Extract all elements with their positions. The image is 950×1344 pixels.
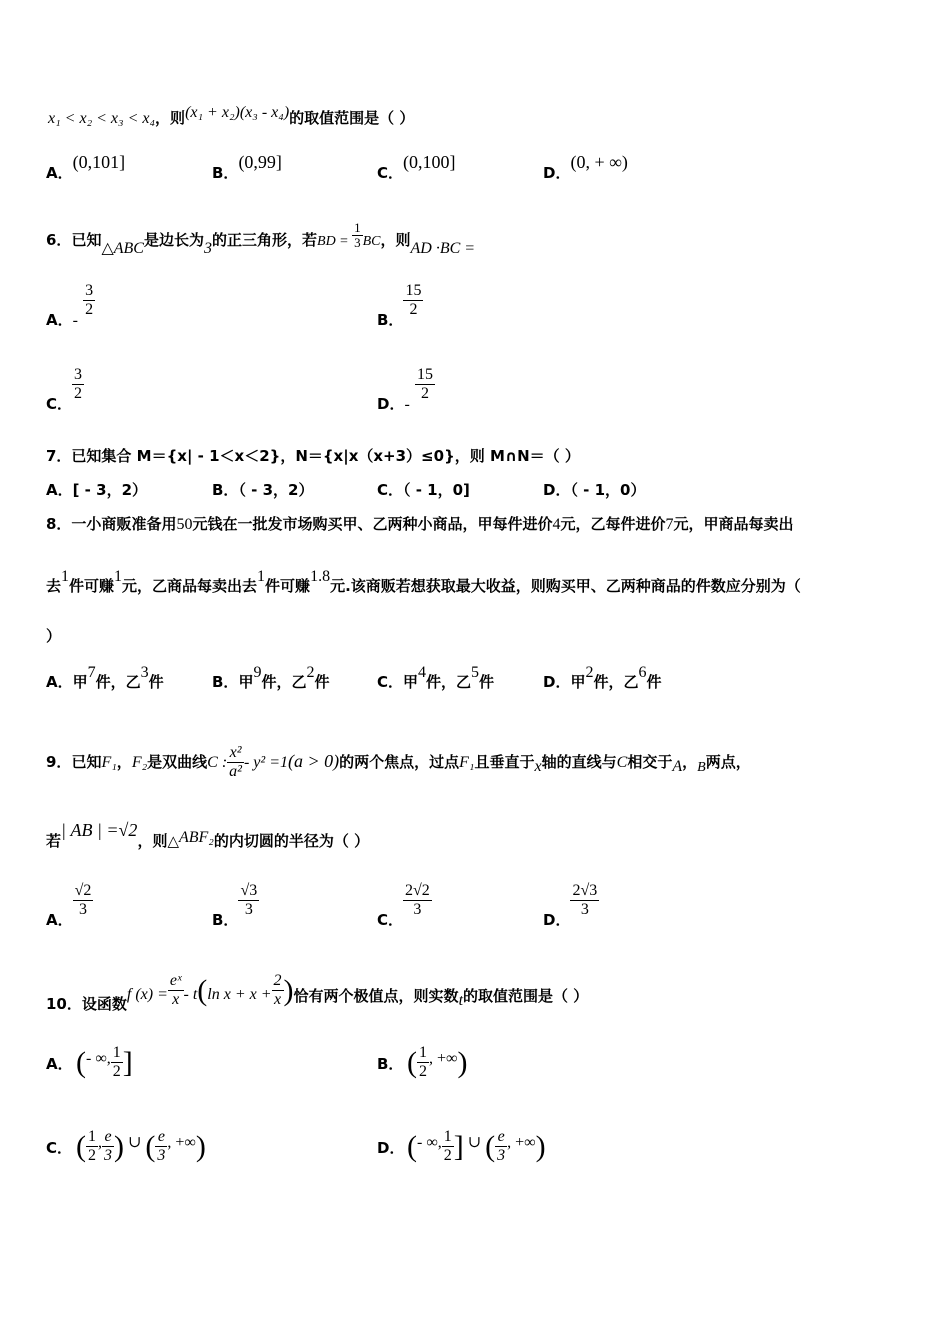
q9-text: ，则△: [137, 832, 179, 850]
q9-text: 是双曲线: [147, 753, 208, 771]
q8-stem-line2: [46, 568, 801, 597]
q6-option-c[interactable]: [46, 366, 84, 413]
option-fraction: $\frac{√2}{3}$: [74, 882, 92, 918]
q9-stem-line1: [46, 744, 751, 781]
q6-text: 已知: [71, 231, 102, 249]
q6-side: 3: [204, 240, 212, 257]
q9-text: 且垂直于: [474, 753, 535, 771]
option-value: （ - 1，0]: [403, 481, 470, 499]
q9-text: ，: [682, 753, 698, 771]
q9-text: 轴的直线与: [541, 753, 617, 771]
q5-inequality: x₁ < x₂ < x₃ < x₄: [48, 110, 156, 127]
option-label: A．: [46, 164, 73, 182]
q6-text: 的正三角形，若: [212, 231, 318, 249]
q8-option-d[interactable]: [543, 664, 662, 693]
q9-text: 的两个焦点，过点: [339, 753, 460, 771]
q6-stem: [46, 220, 476, 257]
q9-text: 相交于: [627, 753, 673, 771]
option-text: 件，乙: [95, 673, 141, 691]
option-count-b: 6: [638, 664, 647, 681]
q9-stem-line2: [46, 820, 370, 852]
option-label: B．: [212, 911, 239, 929]
q9-condition: (a > 0): [288, 751, 340, 771]
q9-text: 的内切圆的半径为（ ）: [213, 832, 370, 850]
option-text: 件: [314, 673, 330, 691]
option-label: C．: [46, 395, 73, 413]
option-label: C．: [377, 673, 404, 691]
q10-text: 的取值范围是（ ）: [463, 987, 589, 1005]
option-label: A．: [46, 481, 73, 499]
q10-option-d[interactable]: [377, 1128, 546, 1164]
q6-dot-product: AD ·BC =: [410, 240, 476, 257]
option-formula: (- ∞, $\frac{1}{2}$ ]: [76, 1044, 133, 1080]
q9-text: 若: [46, 832, 62, 850]
option-text: 甲: [403, 673, 419, 691]
option-value: （ - 3，2）: [238, 481, 314, 499]
q9-text: ，: [116, 753, 132, 771]
q8-option-c[interactable]: [377, 664, 495, 693]
q9-triangle: ABF₂: [178, 829, 214, 846]
q9-option-d[interactable]: [543, 882, 599, 929]
option-value: （ - 1，0）: [570, 481, 646, 499]
q8-stem-line1: [46, 514, 794, 535]
q6-option-b[interactable]: [377, 282, 423, 329]
q8-text: 8．一小商贩准备用: [46, 515, 177, 533]
q6-number: 6．: [46, 231, 72, 249]
option-formula: ( $\frac{1}{2}$ , $\frac{e}{3}$ ) ∪ ( $\frac{e}{3}$ , +∞): [76, 1128, 206, 1164]
q10-exp-fraction: $\frac{\text{eˣ}}{x}$: [169, 972, 182, 1008]
option-label: B．: [377, 1055, 404, 1073]
option-label: B．: [377, 311, 404, 329]
option-label: D．: [377, 1139, 405, 1157]
q8-text: 元，甲商品每卖出: [673, 515, 794, 533]
q9-text: 两点，: [705, 753, 751, 771]
option-count-b: 3: [140, 664, 149, 681]
option-label: D．: [543, 164, 571, 182]
q6-fraction: $\frac{1}{3}$: [354, 220, 361, 250]
option-text: 甲: [238, 673, 254, 691]
q10-ln-part: ln x + x +: [207, 986, 272, 1003]
q8-profit-b: 1.8: [310, 568, 331, 585]
q8-text: 元，乙商品每卖出去: [122, 577, 258, 595]
q8-stem-line3: ）: [46, 627, 62, 645]
q9-option-a[interactable]: [46, 882, 93, 929]
option-label: D．: [543, 481, 571, 499]
q9-option-c[interactable]: [377, 882, 432, 929]
q10-t-variable: t: [458, 992, 464, 1009]
option-count-a: 7: [87, 664, 96, 681]
q10-option-a[interactable]: [46, 1044, 135, 1080]
q8-option-a[interactable]: [46, 664, 164, 693]
q8-text: 元.该商贩若想获取最大收益，则购买甲、乙两种商品的件数应分别为（: [330, 577, 801, 595]
option-fraction: $\frac{15}{2}$: [405, 282, 422, 318]
q9-option-b[interactable]: [212, 882, 259, 929]
option-label: A．: [46, 311, 73, 329]
option-fraction: $\frac{15}{2}$: [417, 366, 434, 402]
q9-point-b: B: [697, 760, 706, 775]
q10-stem: 10．设函数f (x) = $\frac{\text{eˣ}}{x}$ - t(ln x + x + $\frac{2}{x}$ )恰有两个极值点，则实数t的取值范围是（ ）: [46, 972, 589, 1013]
option-label: D．: [377, 395, 405, 413]
option-label: A．: [46, 1055, 73, 1073]
q10-text: 恰有两个极值点，则实数: [293, 987, 459, 1005]
q8-text: 件可赚: [69, 577, 115, 595]
q8-price-a: 4: [552, 516, 561, 533]
option-sign: -: [404, 396, 410, 413]
option-count-a: 9: [253, 664, 262, 681]
q5-text-then: ，则: [155, 109, 186, 127]
q10-text: 设函数: [81, 995, 127, 1013]
option-fraction: $\frac{√3}{3}$: [240, 882, 258, 918]
option-label: D．: [543, 911, 571, 929]
option-count-a: 2: [585, 664, 594, 681]
q10-option-c[interactable]: [46, 1128, 206, 1164]
q6-option-a[interactable]: [46, 282, 95, 329]
q9-focus-2: F₂: [131, 754, 148, 771]
option-fraction: $\frac{3}{2}$: [74, 366, 83, 402]
option-formula: (- ∞, $\frac{1}{2}$ ] ∪ ( $\frac{e}{3}$ , +∞): [407, 1128, 546, 1164]
q8-text: 元钱在一批发市场购买甲、乙两种小商品，甲每件进价: [192, 515, 553, 533]
q5-option-d[interactable]: [543, 152, 628, 183]
option-text: 件，乙: [261, 673, 307, 691]
q5-stem: [48, 104, 415, 129]
option-value: (0,100]: [403, 152, 456, 172]
q7-option-b[interactable]: [212, 480, 313, 500]
q6-text: ，则: [380, 231, 411, 249]
option-value: (0, + ∞): [570, 152, 628, 172]
q9-ab-length: | AB | =√2: [61, 820, 138, 840]
option-count-b: 2: [306, 664, 315, 681]
option-label: C．: [377, 481, 404, 499]
option-count-b: 5: [471, 664, 480, 681]
q10-fraction: $\frac{2}{x}$: [273, 972, 282, 1008]
option-value: [ - 3，2）: [72, 481, 148, 499]
option-text: 件: [148, 673, 164, 691]
q5-option-c[interactable]: [377, 152, 456, 183]
q7-stem: 7．已知集合 M＝{x| - 1＜x＜2}，N＝{x|x（x+3）≤0}，则 M∩N＝（ ）: [46, 447, 580, 465]
option-label: C．: [377, 164, 404, 182]
option-value: (0,101]: [72, 152, 126, 172]
option-label: C．: [377, 911, 404, 929]
q9-text: 已知: [71, 753, 102, 771]
q5-option-a[interactable]: [46, 152, 126, 183]
q6-option-d[interactable]: [377, 366, 435, 413]
option-label: B．: [212, 481, 239, 499]
q9-curve-name: C: [616, 754, 628, 771]
q9-x-axis: x: [534, 758, 542, 775]
q8-money: 50: [176, 516, 193, 533]
q8-text: 去: [46, 577, 62, 595]
q10-t-part: - t: [183, 986, 198, 1003]
q5-expression: (x₁ + x₂)(x₃ - x₄): [185, 104, 290, 121]
option-label: D．: [543, 673, 571, 691]
q9-curve-name: C :: [207, 754, 228, 771]
option-formula: ( $\frac{1}{2}$ , +∞): [407, 1044, 468, 1080]
option-label: A．: [46, 673, 73, 691]
option-text: 甲: [570, 673, 586, 691]
option-label: A．: [46, 911, 73, 929]
q8-profit-a: 1: [114, 568, 123, 585]
q6-vector-bc: BC: [362, 234, 381, 249]
option-label: C．: [46, 1139, 73, 1157]
option-value: (0,99]: [238, 152, 282, 172]
q9-point-a: A: [672, 758, 683, 775]
q7-option-c[interactable]: [377, 480, 470, 500]
q8-text: 元，乙每件进价: [560, 515, 666, 533]
q9-number: 9．: [46, 753, 72, 771]
q7-option-d[interactable]: [543, 480, 646, 500]
q5-text-range: 的取值范围是（ ）: [289, 109, 415, 127]
option-label: B．: [212, 164, 239, 182]
q6-text: 是边长为: [143, 231, 204, 249]
q5-option-b[interactable]: [212, 152, 282, 183]
q9-focus-1: F₁: [101, 754, 117, 771]
q9-curve-fraction: $\frac{\text{x²}}{\text{a²}}$: [229, 744, 242, 780]
q10-option-b[interactable]: [377, 1044, 468, 1080]
option-fraction: $\frac{3}{2}$: [85, 282, 94, 318]
option-fraction: $\frac{2√2}{3}$: [405, 882, 430, 918]
q8-price-b: 7: [665, 516, 674, 533]
q8-text: 件可赚: [265, 577, 311, 595]
q6-vector-bd: BD =: [317, 234, 353, 249]
q10-function: f (x) =: [126, 986, 168, 1003]
q7-option-a[interactable]: [46, 480, 147, 500]
q9-focus-1: F₁: [459, 754, 475, 771]
q8-option-b[interactable]: [212, 664, 330, 693]
q10-number: 10．: [46, 995, 82, 1013]
option-fraction: $\frac{2√3}{3}$: [572, 882, 598, 918]
option-count-a: 4: [418, 664, 427, 681]
option-text: 件: [646, 673, 662, 691]
q6-triangle: △ABC: [101, 240, 144, 257]
option-text: 件，乙: [593, 673, 639, 691]
q8-count: 1: [61, 568, 70, 585]
q9-curve-rest: - y² =1: [243, 754, 288, 771]
option-text: 件: [479, 673, 495, 691]
option-sign: -: [72, 312, 78, 329]
option-text: 件，乙: [426, 673, 472, 691]
option-text: 甲: [72, 673, 88, 691]
option-label: B．: [212, 673, 239, 691]
q8-count: 1: [257, 568, 266, 585]
